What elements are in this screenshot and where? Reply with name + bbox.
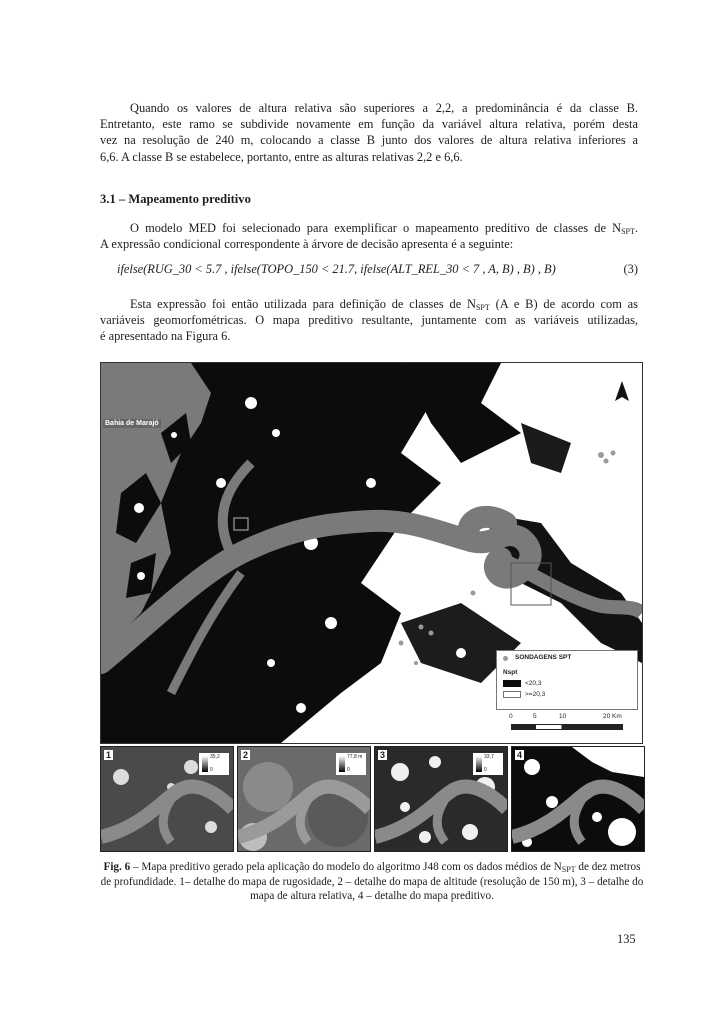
inset-roughness [100,746,234,852]
text-run: . [634,221,638,235]
inset-graphic [101,747,233,851]
text-line: A expressão condicional correspondente à árvore de decisão apresenta é a seguinte: [100,237,514,252]
scale-bar-graphic [511,724,623,730]
section-heading: 3.1 – Mapeamento preditivo [100,192,251,206]
paragraph-result [100,296,638,345]
text-line: variáveis geomorfométricas. O mapa preditivo resultante, juntamente com as variáveis utilizadas, [100,313,638,328]
map-legend [496,650,638,710]
predictive-map [100,362,643,744]
subscript-spt: SPT [621,227,635,236]
equation-expression: ifelse(RUG_30 < 5.7 , ifelse(TOPO_150 < 21.7, ifelse(ALT_REL_30 < 7 , A, B) , B) , B) [117,262,556,276]
caption-text: – Mapa preditivo gerado pela aplicação do modelo do algoritmo J48 com os dados médios de N [130,861,562,873]
text-line: é apresentado na Figura 6. [100,329,231,344]
legend-swatch-low [503,680,521,687]
text-line: vez na resolução de 240 m, colocando a classe B junto dos valores de altura relativa inferiores a [100,133,638,148]
legend-title: SONDAGENS SPT [515,654,572,661]
inset-graphic [375,747,507,851]
scale-bar [499,711,637,739]
inset-legend-max: 35,2 [210,754,220,760]
inset-legend-max: 77,8 m [347,754,363,760]
inset-legend-min: 0 [347,767,350,773]
legend-label-high: >=20,3 [525,691,546,698]
scale-tick-10: 10 [559,713,567,720]
text-line [100,220,638,236]
caption-text: de dez metros de profundidade. 1– detalhe do mapa de rugosidade, 2 – detalhe do mapa de altitude (resolução de 150 m), 3 – detalhe do mapa de altura relativa, 4 – detalhe do mapa preditivo. [100,861,644,903]
equation-number: (3) [623,262,638,276]
sample-point-icon [503,656,508,661]
equation [117,262,638,277]
figure-caption [100,860,644,904]
text-run: Esta expressão foi então utilizada para definição de classes de N [130,297,476,311]
subscript-spt: SPT [561,865,576,874]
inset-number: 2 [243,750,249,760]
inset-legend-min: 0 [484,767,487,773]
inset-predictive [511,746,645,852]
paragraph-model [100,220,638,252]
scale-tick-20: 20 Km [603,713,622,720]
inset-altitude [237,746,371,852]
text-run: O modelo MED foi selecionado para exemplificar o mapeamento preditivo de classes de N [130,221,622,235]
inset-relative-height [374,746,508,852]
subscript-spt: SPT [475,303,490,312]
text-line: Quando os valores de altura relativa são superiores a 2,2, a predominância é da classe B. [130,101,638,115]
inset-graphic [512,747,644,851]
scale-tick-5: 5 [533,713,537,720]
text-line [100,296,638,312]
inset-number: 4 [517,750,523,760]
inset-number: 3 [380,750,386,760]
inset-legend-max: 33,7 [484,754,494,760]
text-line: 6,6. A classe B se estabelece, portanto, entre as alturas relativas 2,2 e 6,6. [100,149,463,164]
text-line: Entretanto, este ramo se subdivide novamente em função da variável altura relativa, porém desta [100,117,638,132]
page-number: 135 [617,932,636,946]
inset-number: 1 [106,750,112,760]
paragraph-intro [100,100,638,165]
inset-graphic [238,747,370,851]
text-run: (A e B) de acordo com as [489,297,638,311]
detail-insets [100,746,644,850]
legend-swatch-high [503,691,521,698]
inset-legend-min: 0 [210,767,213,773]
place-label: Bahia de Marajó [105,420,159,427]
caption-label: Fig. 6 [103,861,131,873]
legend-label-low: <20,3 [525,680,542,687]
legend-subtitle: Nspt [503,669,518,676]
scale-tick-0: 0 [509,713,513,720]
